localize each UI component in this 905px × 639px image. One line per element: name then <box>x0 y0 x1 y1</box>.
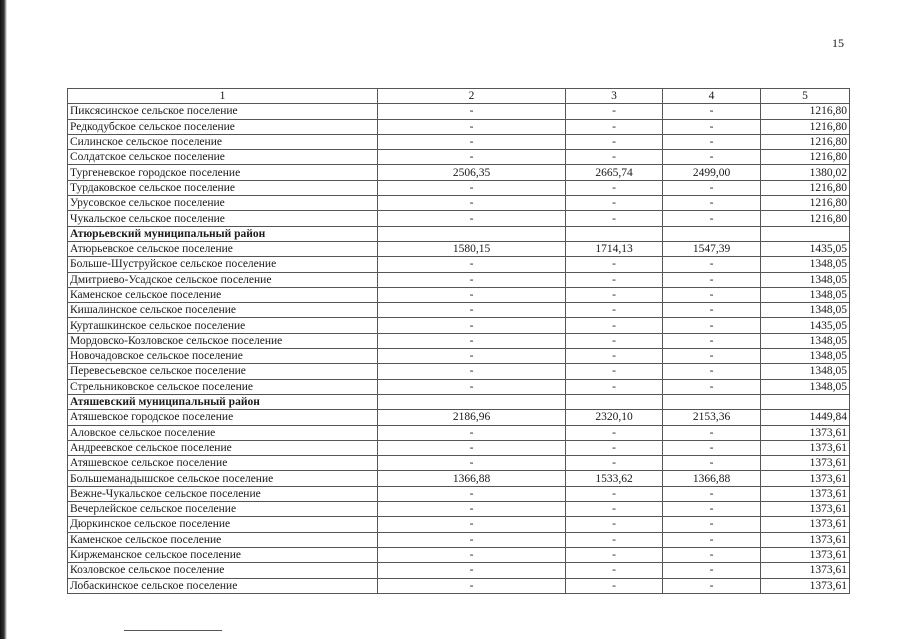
value-cell-col5: 1216,80 <box>761 180 850 195</box>
settlement-name-cell: Андреевское сельское поселение <box>68 440 378 455</box>
value-cell-col2 <box>378 394 566 409</box>
value-cell-col5: 1216,80 <box>761 134 850 149</box>
settlement-name-cell: Вежне-Чукальское сельское поселение <box>68 486 378 501</box>
table-row <box>68 532 850 547</box>
value-cell-col5: 1373,61 <box>761 563 850 578</box>
value-cell-col5: 1348,05 <box>761 257 850 272</box>
settlement-name-cell: Турдаковское сельское поселение <box>68 180 378 195</box>
table-row <box>68 104 850 119</box>
table-row <box>68 410 850 425</box>
value-cell-col5: 1348,05 <box>761 364 850 379</box>
settlement-name-cell: Мордовско-Козловское сельское поселение <box>68 333 378 348</box>
value-cell-col3: - <box>566 364 663 379</box>
value-cell-col3: 2320,10 <box>566 410 663 425</box>
value-cell-col5: 1373,61 <box>761 456 850 471</box>
value-cell-col3: - <box>566 119 663 134</box>
settlement-name-cell: Редкодубское сельское поселение <box>68 119 378 134</box>
settlement-name-cell: Солдатское сельское поселение <box>68 150 378 165</box>
value-cell-col5: 1348,05 <box>761 333 850 348</box>
value-cell-col3: - <box>566 547 663 562</box>
value-cell-col5: 1449,84 <box>761 410 850 425</box>
value-cell-col3: - <box>566 318 663 333</box>
settlement-name-cell: Силинское сельское поселение <box>68 134 378 149</box>
value-cell-col3: - <box>566 211 663 226</box>
table-row <box>68 287 850 302</box>
table-row <box>68 517 850 532</box>
value-cell-col4: - <box>663 272 761 287</box>
value-cell-col4: - <box>663 180 761 195</box>
value-cell-col2: - <box>378 486 566 501</box>
table-row <box>68 471 850 486</box>
value-cell-col3: - <box>566 502 663 517</box>
value-cell-col5: 1373,61 <box>761 578 850 593</box>
value-cell-col3 <box>566 394 663 409</box>
settlement-name-cell: Дмитриево-Усадское сельское поселение <box>68 272 378 287</box>
value-cell-col5: 1348,05 <box>761 287 850 302</box>
value-cell-col2: - <box>378 272 566 287</box>
value-cell-col2: - <box>378 578 566 593</box>
page-number: 15 <box>832 36 844 50</box>
value-cell-col5: 1373,61 <box>761 547 850 562</box>
value-cell-col5: 1435,05 <box>761 241 850 256</box>
settlement-name-cell: Атяшевский муниципальный район <box>68 394 378 409</box>
table-row <box>68 134 850 149</box>
value-cell-col3: - <box>566 440 663 455</box>
value-cell-col4: - <box>663 257 761 272</box>
settlement-name-cell: Новочадовское сельское поселение <box>68 349 378 364</box>
value-cell-col4: 1547,39 <box>663 241 761 256</box>
value-cell-col5: 1373,61 <box>761 440 850 455</box>
value-cell-col2: 1366,88 <box>378 471 566 486</box>
value-cell-col4 <box>663 394 761 409</box>
table-row <box>68 379 850 394</box>
value-cell-col3: - <box>566 196 663 211</box>
value-cell-col3: - <box>566 578 663 593</box>
value-cell-col3: - <box>566 532 663 547</box>
settlement-name-cell: Большеманадышское сельское поселение <box>68 471 378 486</box>
value-cell-col5: 1348,05 <box>761 303 850 318</box>
table-row <box>68 502 850 517</box>
settlement-name-cell: Аловское сельское поселение <box>68 425 378 440</box>
value-cell-col5: 1216,80 <box>761 196 850 211</box>
settlement-name-cell: Вечерлейское сельское поселение <box>68 502 378 517</box>
value-cell-col4: - <box>663 349 761 364</box>
value-cell-col5: 1373,61 <box>761 486 850 501</box>
table-row <box>68 486 850 501</box>
value-cell-col3: 1714,13 <box>566 241 663 256</box>
column-header: 5 <box>761 89 850 104</box>
value-cell-col2: - <box>378 104 566 119</box>
value-cell-col4: - <box>663 303 761 318</box>
value-cell-col2: - <box>378 180 566 195</box>
value-cell-col4: - <box>663 502 761 517</box>
value-cell-col4: 1366,88 <box>663 471 761 486</box>
table-row <box>68 150 850 165</box>
value-cell-col2: - <box>378 196 566 211</box>
value-cell-col4: - <box>663 287 761 302</box>
settlement-name-cell: Лобаскинское сельское поселение <box>68 578 378 593</box>
table-row <box>68 119 850 134</box>
settlement-name-cell: Тургеневское городское поселение <box>68 165 378 180</box>
value-cell-col5: 1380,02 <box>761 165 850 180</box>
value-cell-col2: - <box>378 257 566 272</box>
value-cell-col2: - <box>378 425 566 440</box>
value-cell-col2: - <box>378 119 566 134</box>
table-row <box>68 211 850 226</box>
settlement-name-cell: Атяшевское сельское поселение <box>68 456 378 471</box>
value-cell-col3: - <box>566 257 663 272</box>
data-table <box>67 88 850 594</box>
district-row <box>68 226 850 241</box>
value-cell-col5: 1373,61 <box>761 532 850 547</box>
column-header: 4 <box>663 89 761 104</box>
value-cell-col5: 1216,80 <box>761 211 850 226</box>
table-row <box>68 257 850 272</box>
value-cell-col3: - <box>566 379 663 394</box>
table-row <box>68 318 850 333</box>
value-cell-col2: - <box>378 364 566 379</box>
value-cell-col2: - <box>378 456 566 471</box>
value-cell-col4: - <box>663 364 761 379</box>
settlement-name-cell: Каменское сельское поселение <box>68 287 378 302</box>
value-cell-col2: - <box>378 303 566 318</box>
value-cell-col4: - <box>663 211 761 226</box>
settlement-name-cell: Атюрьевское сельское поселение <box>68 241 378 256</box>
value-cell-col2: - <box>378 379 566 394</box>
value-cell-col2: - <box>378 318 566 333</box>
value-cell-col4 <box>663 226 761 241</box>
value-cell-col2: 2186,96 <box>378 410 566 425</box>
table-row <box>68 349 850 364</box>
value-cell-col4: - <box>663 440 761 455</box>
value-cell-col4: - <box>663 486 761 501</box>
value-cell-col5: 1435,05 <box>761 318 850 333</box>
settlement-name-cell: Перевесьевское сельское поселение <box>68 364 378 379</box>
table-body <box>68 89 850 594</box>
table-row <box>68 165 850 180</box>
value-cell-col3: - <box>566 456 663 471</box>
column-header: 3 <box>566 89 663 104</box>
table-row <box>68 578 850 593</box>
table-row <box>68 180 850 195</box>
table-row <box>68 272 850 287</box>
settlement-name-cell: Козловское сельское поселение <box>68 563 378 578</box>
scan-left-edge <box>0 0 7 639</box>
value-cell-col2: - <box>378 211 566 226</box>
value-cell-col2 <box>378 226 566 241</box>
value-cell-col4: - <box>663 134 761 149</box>
district-row <box>68 394 850 409</box>
settlement-name-cell: Урусовское сельское поселение <box>68 196 378 211</box>
value-cell-col2: - <box>378 440 566 455</box>
value-cell-col2: 2506,35 <box>378 165 566 180</box>
value-cell-col3: - <box>566 134 663 149</box>
value-cell-col4: - <box>663 379 761 394</box>
value-cell-col5: 1373,61 <box>761 517 850 532</box>
settlement-name-cell: Пиксясинское сельское поселение <box>68 104 378 119</box>
value-cell-col2: - <box>378 134 566 149</box>
value-cell-col5: 1216,80 <box>761 104 850 119</box>
value-cell-col4: - <box>663 119 761 134</box>
value-cell-col2: - <box>378 502 566 517</box>
value-cell-col5: 1216,80 <box>761 150 850 165</box>
value-cell-col2: - <box>378 517 566 532</box>
settlement-name-cell: Чукальское сельское поселение <box>68 211 378 226</box>
value-cell-col3: - <box>566 563 663 578</box>
table-row <box>68 563 850 578</box>
table-row <box>68 425 850 440</box>
table-row <box>68 364 850 379</box>
value-cell-col3: - <box>566 104 663 119</box>
value-cell-col5: 1373,61 <box>761 425 850 440</box>
column-header: 2 <box>378 89 566 104</box>
table-row <box>68 196 850 211</box>
settlement-name-cell: Дюркинское сельское поселение <box>68 517 378 532</box>
value-cell-col5: 1348,05 <box>761 272 850 287</box>
table-row <box>68 333 850 348</box>
value-cell-col3: - <box>566 180 663 195</box>
value-cell-col5: 1373,61 <box>761 471 850 486</box>
value-cell-col3: - <box>566 287 663 302</box>
value-cell-col4: - <box>663 196 761 211</box>
value-cell-col2: - <box>378 333 566 348</box>
value-cell-col4: 2153,36 <box>663 410 761 425</box>
table-row <box>68 440 850 455</box>
value-cell-col2: - <box>378 150 566 165</box>
value-cell-col3: - <box>566 425 663 440</box>
value-cell-col4: - <box>663 425 761 440</box>
settlement-name-cell: Стрельниковское сельское поселение <box>68 379 378 394</box>
value-cell-col3: 1533,62 <box>566 471 663 486</box>
settlement-name-cell: Атюрьевский муниципальный район <box>68 226 378 241</box>
value-cell-col5: 1348,05 <box>761 379 850 394</box>
value-cell-col3: - <box>566 272 663 287</box>
settlement-name-cell: Каменское сельское поселение <box>68 532 378 547</box>
value-cell-col3: - <box>566 486 663 501</box>
value-cell-col4: - <box>663 333 761 348</box>
settlement-name-cell: Больше-Шуструйское сельское поселение <box>68 257 378 272</box>
value-cell-col4: - <box>663 104 761 119</box>
settlement-name-cell: Атяшевское городское поселение <box>68 410 378 425</box>
value-cell-col5: 1348,05 <box>761 349 850 364</box>
value-cell-col3 <box>566 226 663 241</box>
value-cell-col3: - <box>566 333 663 348</box>
table-row <box>68 303 850 318</box>
value-cell-col4: - <box>663 563 761 578</box>
value-cell-col4: - <box>663 318 761 333</box>
value-cell-col5 <box>761 394 850 409</box>
value-cell-col3: - <box>566 303 663 318</box>
value-cell-col3: - <box>566 150 663 165</box>
value-cell-col2: - <box>378 532 566 547</box>
table-row <box>68 547 850 562</box>
value-cell-col4: 2499,00 <box>663 165 761 180</box>
footer-rule <box>124 630 222 631</box>
table-row <box>68 456 850 471</box>
value-cell-col5: 1216,80 <box>761 119 850 134</box>
value-cell-col5: 1373,61 <box>761 502 850 517</box>
table-header-row <box>68 89 850 104</box>
table-row <box>68 241 850 256</box>
value-cell-col4: - <box>663 532 761 547</box>
value-cell-col4: - <box>663 547 761 562</box>
value-cell-col2: - <box>378 349 566 364</box>
value-cell-col3: - <box>566 517 663 532</box>
value-cell-col4: - <box>663 456 761 471</box>
value-cell-col2: - <box>378 563 566 578</box>
column-header: 1 <box>68 89 378 104</box>
value-cell-col4: - <box>663 150 761 165</box>
value-cell-col2: - <box>378 287 566 302</box>
value-cell-col3: - <box>566 349 663 364</box>
value-cell-col4: - <box>663 578 761 593</box>
value-cell-col2: - <box>378 547 566 562</box>
value-cell-col2: 1580,15 <box>378 241 566 256</box>
value-cell-col4: - <box>663 517 761 532</box>
value-cell-col3: 2665,74 <box>566 165 663 180</box>
settlement-name-cell: Киржеманское сельское поселение <box>68 547 378 562</box>
settlement-name-cell: Курташкинское сельское поселение <box>68 318 378 333</box>
settlement-name-cell: Кишалинское сельское поселение <box>68 303 378 318</box>
value-cell-col5 <box>761 226 850 241</box>
